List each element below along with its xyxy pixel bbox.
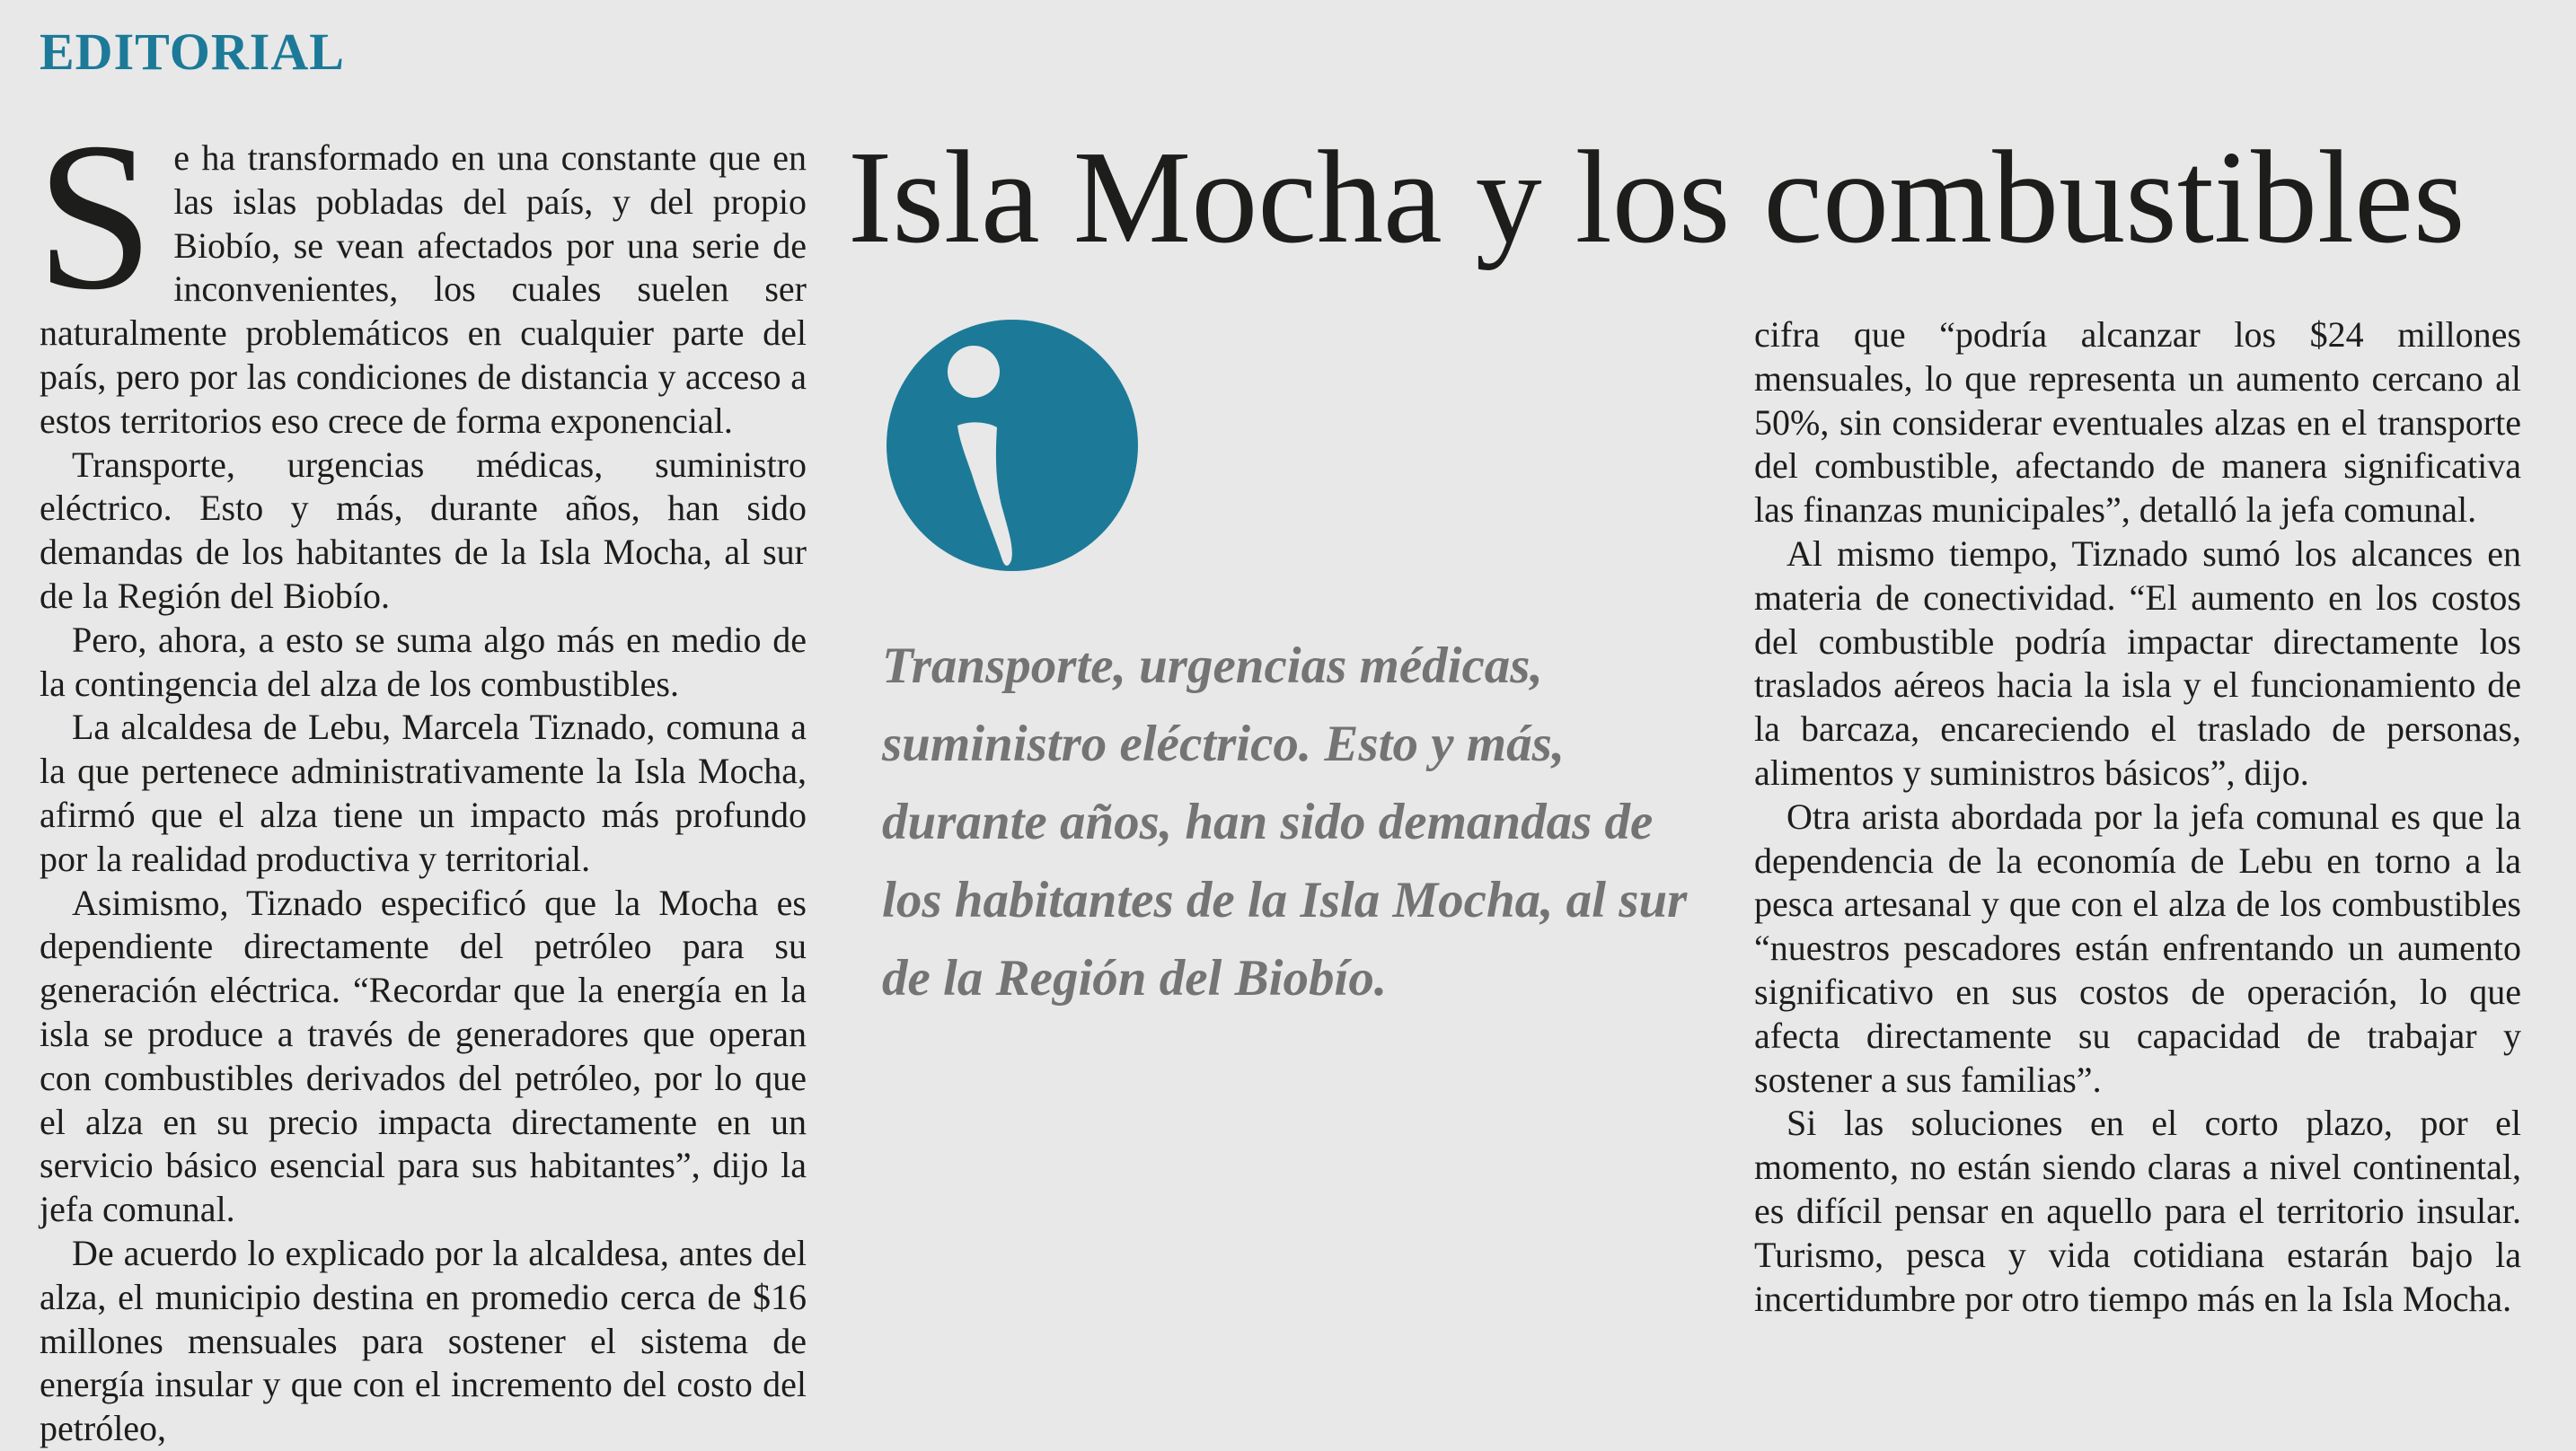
body-paragraph: De acuerdo lo explicado por la alcaldesa, antes del alza, el municipio destina en promedio cerca de $16 millones mensuales para sostener el sistema de energía insular y que con el incremento del costo del petróleo,: [40, 1232, 807, 1449]
right-column: [1754, 313, 2521, 1321]
body-paragraph: Al mismo tiempo, Tiznado sumó los alcances en materia de conectividad. “El aumento en los costos del combustible podría impactar directamente los traslados aéreos hacia la isla y el funcionamiento de la barcaza, encareciendo el traslado de personas, alimentos y suministros básicos”, dijo.: [1754, 532, 2521, 793]
section-label: EDITORIAL: [40, 22, 345, 81]
info-icon: [882, 320, 1142, 571]
body-paragraph: Otra arista abordada por la jefa comunal es que la dependencia de la economía de Lebu en torno a la pesca artesanal y que con el alza de los combustibles “nuestros pescadores están enfrentando un aumento significativo en sus costos de operación, lo que afecta directamente su capacidad de trabajar y sostener a sus familias”.: [1754, 796, 2521, 1100]
body-paragraph: Pero, ahora, a esto se suma algo más en medio de la contingencia del alza de los combustibles.: [40, 619, 807, 704]
article-headline: Isla Mocha y los combustibles: [848, 124, 2466, 271]
left-column: [36, 100, 807, 1451]
lead-paragraph-text: e ha transformado en una constante que en las islas pobladas del país, y del propio Biobío, se vean afectados por una serie de inconvenientes, los cuales suelen ser naturalmente problemáticos en cualquier parte del país, pero por las condiciones de distancia y acceso a estos territorios eso crece de forma exponencial.: [40, 137, 807, 441]
body-paragraph: La alcaldesa de Lebu, Marcela Tiznado, comuna a la que pertenece administrativamente la Isla Mocha, afirmó que el alza tiene un impacto más profundo por la realidad productiva y territorial.: [40, 707, 807, 879]
body-paragraph: cifra que “podría alcanzar los $24 millones mensuales, lo que representa un aumento cercano al 50%, sin considerar eventuales alzas en el transporte del combustible, afectando de manera significativa las finanzas municipales”, detalló la jefa comunal.: [1754, 314, 2521, 531]
pull-quote: Transporte, urgencias médicas, suministro eléctrico. Esto y más, durante años, han sido demandas de los habitantes de la Isla Mocha, al sur de la Región del Biobío.: [882, 638, 1688, 1007]
lead-paragraph: [36, 100, 807, 444]
drop-cap: S: [36, 100, 154, 334]
body-paragraph: Transporte, urgencias médicas, suministro eléctrico. Esto y más, durante años, han sido demandas de los habitantes de la Isla Mocha, al sur de la Región del Biobío.: [40, 444, 807, 616]
info-icon-dot: [948, 346, 1000, 398]
info-icon-circle: [887, 320, 1138, 571]
body-paragraph: Asimismo, Tiznado especificó que la Mocha es dependiente directamente del petróleo para su generación eléctrica. “Recordar que la energía en la isla se produce a través de generadores que operan con combustibles derivados del petróleo, por lo que el alza en su precio impacta directamente en un servicio básico esencial para sus habitantes”, dijo la jefa comunal.: [40, 882, 807, 1230]
body-paragraph: Si las soluciones en el corto plazo, por el momento, no están siendo claras a nivel continental, es difícil pensar en aquello para el territorio insular. Turismo, pesca y vida cotidiana estarán bajo la incertidumbre por otro tiempo más en la Isla Mocha.: [1754, 1103, 2521, 1319]
